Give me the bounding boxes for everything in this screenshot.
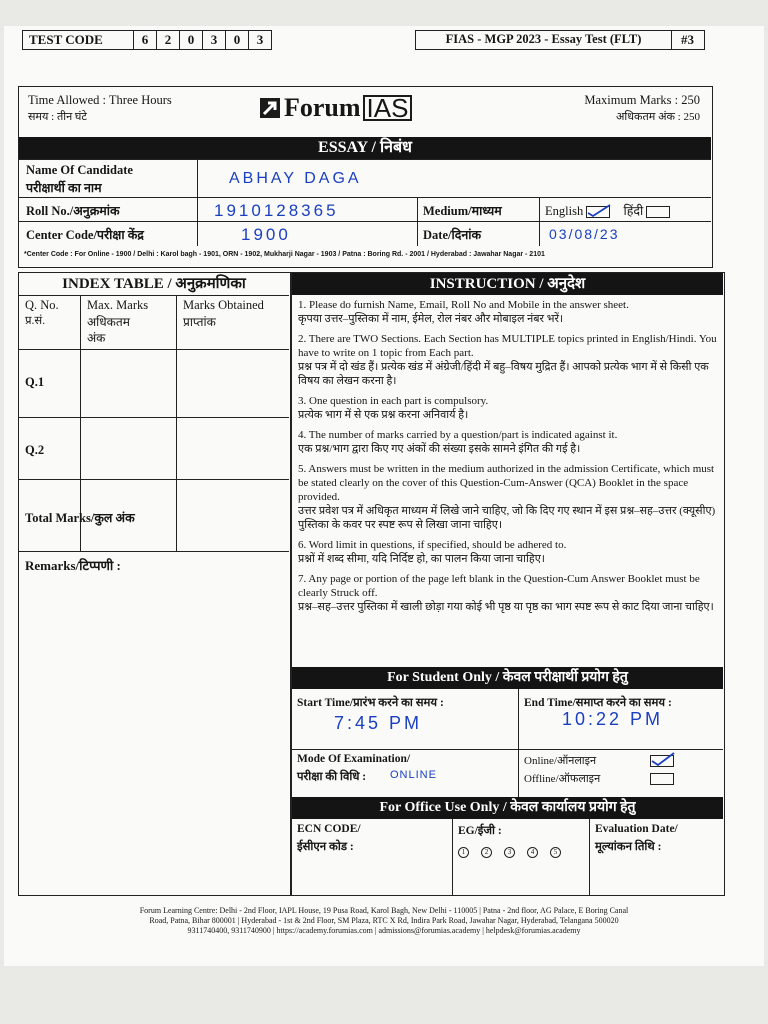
instructions-title: INSTRUCTION / अनुदेश	[292, 273, 723, 295]
instruction-item-hindi: एक प्रश्न/भाग द्वारा किए गए अंकों की संख्या इसके सामने इंगित की गई है।	[298, 443, 581, 455]
date-label: Date/दिनांक	[423, 228, 482, 242]
index-table-title: INDEX TABLE / अनुक्रमणिका	[62, 276, 246, 292]
evaluation-date-label-hindi: मूल्यांकन तिथि :	[595, 841, 662, 853]
evaluation-date-label: Evaluation Date/	[595, 823, 678, 835]
col-q-header-hindi: प्र.सं.	[25, 315, 46, 327]
eg-option-1[interactable]: 1	[458, 847, 469, 858]
online-checkbox[interactable]	[650, 755, 674, 767]
candidate-name-label: Name Of Candidate	[26, 163, 133, 177]
instruction-item: 2. There are TWO Sections. Each Section has MULTIPLE topics printed in English/Hindi. You have to write on 1 topic from Each part.	[298, 333, 717, 359]
roll-number-row	[19, 197, 711, 221]
index-table	[18, 272, 291, 896]
date-value[interactable]: 03/08/23	[549, 226, 620, 242]
q2-max-marks-cell[interactable]	[82, 419, 174, 477]
test-code-digit: 6	[133, 31, 156, 49]
max-marks: Maximum Marks : 250	[584, 93, 700, 107]
test-code-box	[22, 30, 272, 50]
instruction-item-hindi: कृपया उत्तर–पुस्तिका में नाम, ईमेल, रोल नंबर और मोबाइल नंबर भरें।	[298, 313, 564, 325]
ecn-code-label: ECN CODE/	[297, 823, 361, 835]
start-time-label: Start Time/प्रारंभ करने का समय :	[297, 697, 444, 709]
time-allowed: Time Allowed : Three Hours	[28, 93, 172, 107]
roll-number-label: Roll No./अनुक्रमांक	[26, 204, 120, 218]
instruction-item: 7. Any page or portion of the page left blank in the Question-Cum Answer Booklet must be clearly Struck off.	[298, 573, 700, 599]
mode-label: Mode Of Examination/	[297, 753, 411, 765]
test-code-digit: 3	[248, 31, 271, 49]
student-use-title: For Student Only / केवल परीक्षार्थी प्रयोग हेतु	[292, 667, 723, 689]
q2-label: Q.2	[25, 443, 45, 457]
test-title: FIAS - MGP 2023 - Essay Test (FLT)	[445, 32, 642, 46]
test-code-digit: 3	[202, 31, 225, 49]
col-obtained-header-hindi: प्राप्तांक	[183, 315, 216, 329]
test-code-digit: 2	[156, 31, 179, 49]
q2-marks-obtained-cell[interactable]	[178, 419, 288, 477]
instructions-list	[298, 298, 718, 614]
eg-option-3[interactable]: 3	[504, 847, 515, 858]
footer	[20, 906, 748, 936]
roll-number-value[interactable]: 1910128365	[214, 201, 339, 220]
instruction-item-hindi: प्रत्येक भाग में से एक प्रश्न करना अनिवार्य है।	[298, 409, 469, 421]
instruction-item-hindi: प्रश्न–सह–उत्तर पुस्तिका में खाली छोड़ा गया कोई भी पृष्ठ या पृष्ठ का भाग स्पष्ट रूप से काट दिया जाना चाहिए।	[298, 601, 714, 613]
col-obtained-header: Marks Obtained	[183, 298, 264, 312]
eg-option-4[interactable]: 4	[527, 847, 538, 858]
ecn-code-label-hindi: ईसीएन कोड :	[297, 841, 354, 853]
section-title: ESSAY / निबंध	[19, 137, 711, 159]
col-max-header-hindi: अधिकतम	[87, 315, 130, 329]
medium-label: Medium/माध्यम	[423, 204, 502, 218]
checkmark-icon	[585, 203, 613, 219]
total-marks-cell[interactable]	[178, 481, 288, 549]
forumias-logo	[259, 93, 412, 123]
test-code-label: TEST CODE	[29, 32, 103, 47]
logo-arrow-icon	[259, 97, 281, 119]
office-use-title: For Office Use Only / केवल कार्यालय प्रयोग हेतु	[292, 797, 723, 819]
online-label: Online/ऑनलाइन	[524, 755, 597, 767]
start-time-value[interactable]: 7:45 PM	[334, 713, 423, 733]
eg-option-2[interactable]: 2	[481, 847, 492, 858]
eg-option-5[interactable]: 5	[550, 847, 561, 858]
time-allowed-hindi: समय : तीन घंटे	[28, 111, 87, 123]
eg-label: EG/ईजी :	[458, 825, 502, 837]
instruction-item: 4. The number of marks carried by a question/part is indicated against it.	[298, 429, 618, 441]
remarks-label: Remarks/टिप्पणी :	[25, 558, 121, 573]
footer-address-line-1: Forum Learning Centre: Delhi - 2nd Floor, IAPL House, 19 Pusa Road, Karol Bagh, New Delhi - 110005 | Patna - 2nd floor, AG Palace, E Boring Canal	[139, 906, 629, 915]
col-q-header: Q. No.	[25, 298, 59, 312]
offline-checkbox[interactable]	[650, 773, 674, 785]
logo-text-box: IAS	[363, 95, 413, 121]
instructions-panel	[291, 272, 725, 896]
test-code-digit: 0	[225, 31, 248, 49]
center-code-row	[19, 221, 711, 245]
mode-label-hindi: परीक्षा की विधि :	[297, 771, 367, 783]
medium-english-option[interactable]	[545, 202, 670, 219]
remarks-area[interactable]	[21, 577, 287, 891]
center-code-label: Center Code/परीक्षा केंद्र	[26, 228, 144, 242]
test-number: #3	[671, 31, 703, 49]
medium-english-label: English	[545, 204, 584, 218]
q1-marks-obtained-cell[interactable]	[178, 351, 288, 415]
footer-address-line-2: Road, Patna, Bihar 800001 | Hyderabad - 1st & 2nd Floor, SM Plaza, RTC X Rd, Indira Park Road, Jawahar Nagar, Hyderabad, Telangana 500020	[149, 916, 619, 925]
instruction-item: 6. Word limit in questions, if specified, should be adhered to.	[298, 539, 567, 551]
logo-text: Forum	[284, 93, 361, 122]
q1-label: Q.1	[25, 375, 45, 389]
test-code-digit: 0	[179, 31, 202, 49]
mode-value[interactable]: ONLINE	[390, 769, 437, 781]
instruction-item-hindi: उत्तर प्रवेश पत्र में अधिकृत माध्यम में लिखे जाने चाहिए, जो कि दिए गए स्थान में इस प्रश्न–सह–उत्तर (क्यूसीए) पुस्तिका के कवर पर स्पष्ट रूप से लिखा जाना चाहिए।	[298, 505, 716, 531]
q1-max-marks-cell[interactable]	[82, 351, 174, 415]
candidate-details-box	[18, 86, 713, 268]
eg-options	[458, 841, 573, 859]
medium-hindi-label: हिंदी	[623, 204, 644, 218]
total-marks-label: Total Marks/कुल अंक	[25, 511, 135, 525]
instruction-item: 1. Please do furnish Name, Email, Roll No and Mobile in the answer sheet.	[298, 299, 629, 311]
col-max-header: Max. Marks	[87, 298, 149, 312]
test-title-box	[415, 30, 705, 50]
instruction-item-hindi: प्रश्न पत्र में दो खंड हैं। प्रत्येक खंड में अंग्रेजी/हिंदी में बहु–विषय मुद्रित हैं। आपको प्रत्येक भाग में से किसी एक विषय का लेखन करना है।	[298, 361, 709, 387]
candidate-name-row	[19, 159, 711, 197]
candidate-name-value[interactable]: ABHAY DAGA	[229, 170, 362, 187]
checkmark-icon	[649, 752, 677, 768]
col-max-header-hindi-2: अंक	[87, 331, 106, 345]
footer-contact-line: 9311740400, 9311740900 | https://academy.forumias.com | admissions@forumias.academy | helpdesk@forumias.academy	[187, 926, 581, 935]
offline-label: Offline/ऑफलाइन	[524, 773, 601, 785]
medium-hindi-checkbox[interactable]	[646, 206, 670, 218]
end-time-label: End Time/समाप्त करने का समय :	[524, 697, 672, 709]
instruction-item: 3. One question in each part is compulsory.	[298, 395, 489, 407]
center-codes-note: *Center Code : For Online - 1900 / Delhi : Karol bagh - 1901, ORN - 1902, Mukharji Nagar - 1903 / Patna : Boring Rd. - 2001 / Hyderabad : Jawahar Nagar - 2101	[24, 251, 545, 258]
max-marks-hindi: अधिकतम अंक : 250	[616, 111, 700, 123]
instruction-item: 5. Answers must be written in the medium authorized in the admission Certificate, which must be stated clearly on the cover of this Question-Cum-Answer (QCA) Booklet in the space provided.	[298, 463, 715, 503]
instruction-item-hindi: प्रश्नों में शब्द सीमा, यदि निर्दिष्ट हो, का पालन किया जाना चाहिए।	[298, 553, 545, 565]
candidate-name-label-hindi: परीक्षार्थी का नाम	[26, 181, 102, 195]
end-time-value[interactable]: 10:22 PM	[562, 709, 664, 729]
center-code-value[interactable]: 1900	[241, 225, 291, 244]
medium-english-checkbox[interactable]	[586, 206, 610, 218]
